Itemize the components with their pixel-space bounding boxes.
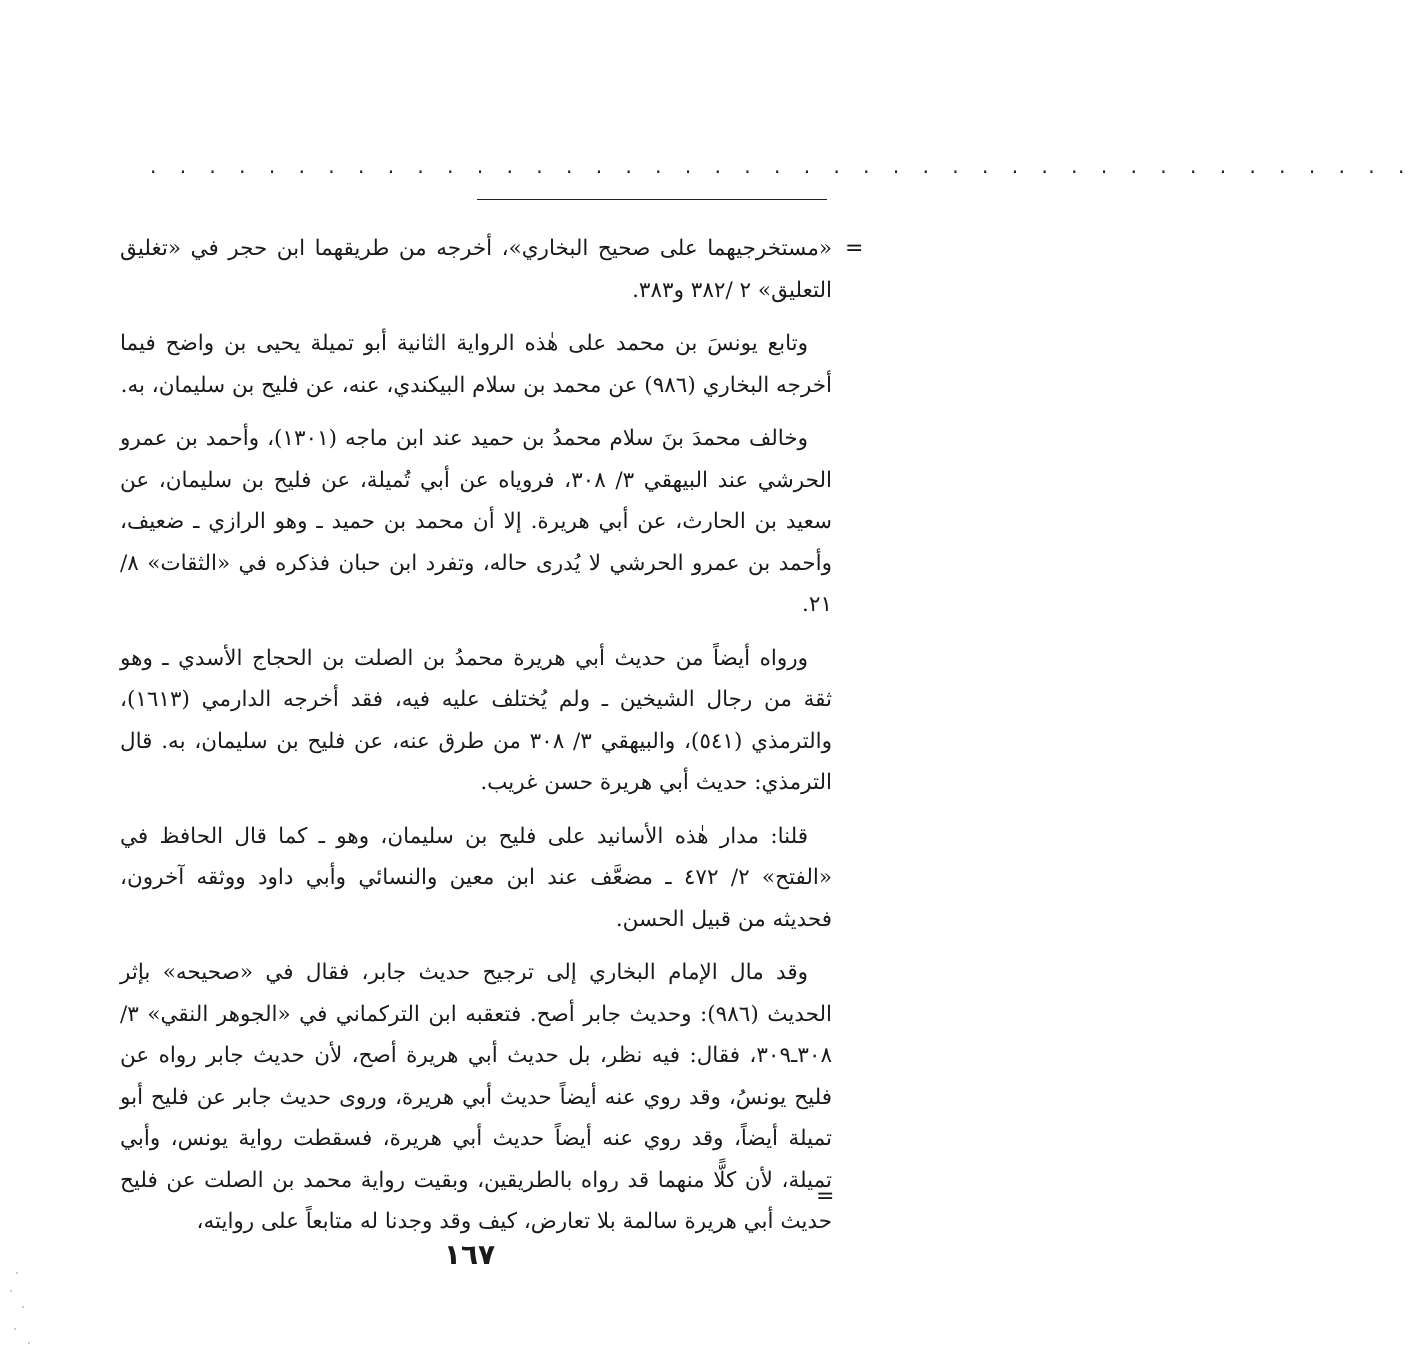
paragraph: «مستخرجيهما على صحيح البخاري»، أخرجه من طريقهما ابن حجر في «تغليق التعليق» ٢ /٣٨٢ و٣٨٣. [120,236,832,303]
continuation-mark-bottom: = [816,1184,835,1209]
paragraph: وقد مال الإمام البخاري إلى ترجيح حديث جابر، فقال في «صحيحه» بإثر الحديث (٩٨٦): وحديث جابر أصح. فتعقبه ابن التركماني في «الجوهر النقي» ٣/ ٣٠٨ـ٣٠٩، فقال: فيه نظر، بل حديث أبي هريرة أصح، لأن حديث جابر رواه عن فليح يونسُ، وقد روي عنه أيضاً حديث أبي هريرة، وروى حديث جابر عن فليح أبو تميلة أيضاً، وقد روي عنه أيضاً حديث أبي هريرة، فسقطت رواية يونس، وأبي تميلة، لأن كلًّا منهما قد رواه بالطريقين، وبقيت رواية محمد بن الصلت عن فليح حديث أبي هريرة سالمة بلا تعارض، كيف وقد وجدنا له متابعاً على روايته، [120,960,832,1234]
separator-dots: . . . . . . . . . . . . . . . . . . . . . . . . . . . . . . . . . . . . . . . . . . . [150,154,1413,178]
paragraph: وخالف محمدَ بنَ سلام محمدُ بن حميد عند ابن ماجه (١٣٠١)، وأحمد بن عمرو الحرشي عند البيهقي ٣/ ٣٠٨، فروياه عن أبي تُميلة، عن فليح بن سليمان، عن سعيد بن الحارث، عن أبي هريرة. إلا أن محمد بن حميد ـ وهو الرازي ـ ضعيف، وأحمد بن عمرو الحرشي لا يُدرى حاله، وتفرد ابن حبان فذكره في «الثقات» ٨/ ٢١. [120,426,832,617]
scan-specks [6,1270,46,1350]
paragraph: ورواه أيضاً من حديث أبي هريرة محمدُ بن الصلت بن الحجاج الأسدي ـ وهو ثقة من رجال الشيخين ـ ولم يُختلف عليه فيه، فقد أخرجه الدارمي (١٦١٣)، والترمذي (٥٤١)، والبيهقي ٣/ ٣٠٨ من طرق عنه، عن فليح بن سليمان، به. قال الترمذي: حديث أبي هريرة حسن غريب. [120,645,833,795]
paragraph: قلنا: مدار هٰذه الأسانيد على فليح بن سليمان، وهو ـ كما قال الحافظ في «الفتح» ٢/ ٤٧٢ ـ مضعَّف عند ابن معين والنسائي وأبي داود ووثقه آخرون، فحديثه من قبيل الحسن. [120,823,833,932]
continuation-mark-top: = [845,236,864,261]
footnote-rule [477,199,827,200]
paragraph: وتابع يونسَ بن محمد على هٰذه الرواية الثانية أبو تميلة يحيى بن واضح فيما أخرجه البخاري (٩٨٦) عن محمد بن سلام البيكندي، عنه، عن فليح بن سليمان، به. [120,331,832,398]
footnote-text [120,228,835,1243]
page-number: ١٦٧ [443,1238,496,1271]
